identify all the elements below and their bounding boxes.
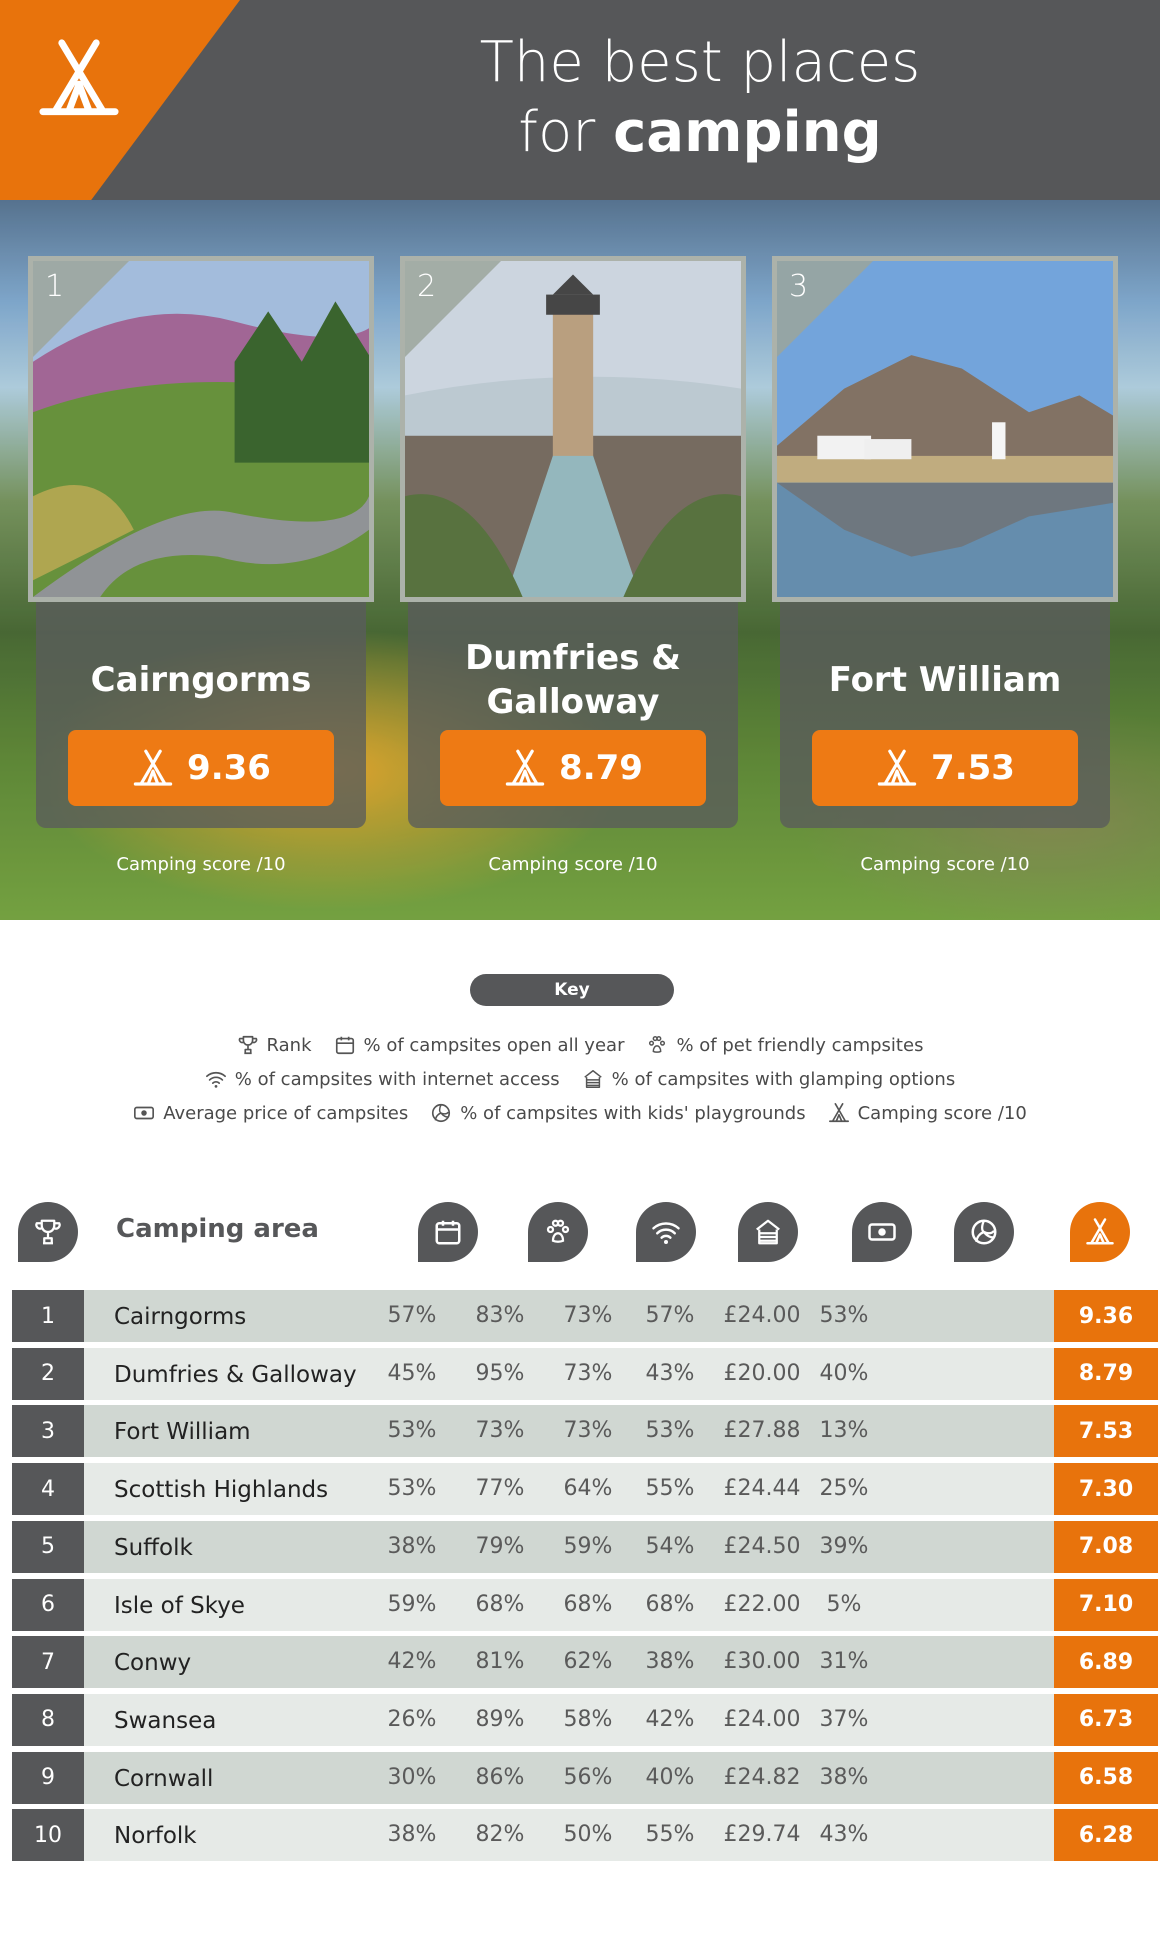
calendar-icon	[433, 1217, 463, 1247]
row-open-value: 59%	[387, 1591, 437, 1617]
row-area-name: Fort William	[114, 1419, 251, 1446]
top-card-2	[400, 256, 746, 875]
card-name: Cairngorms	[90, 660, 312, 700]
row-rank: 5	[12, 1521, 84, 1573]
column-wifi-header	[636, 1202, 696, 1262]
row-glamping-value: 55%	[645, 1822, 695, 1848]
row-open-value: 26%	[387, 1706, 437, 1732]
row-rank: 10	[12, 1809, 84, 1861]
row-rank: 2	[12, 1348, 84, 1400]
tent-icon	[1085, 1217, 1115, 1247]
row-wifi-value: 68%	[563, 1591, 613, 1617]
row-open-value: 45%	[387, 1360, 437, 1386]
column-score-header	[1070, 1202, 1130, 1262]
row-pet-value: 77%	[475, 1476, 525, 1502]
key-item-playgrounds: % of campsites with kids' playgrounds	[430, 1102, 805, 1124]
row-playground-value: 39%	[819, 1533, 869, 1559]
row-playground-value: 25%	[819, 1476, 869, 1502]
row-score: 7.08	[1054, 1521, 1158, 1573]
row-pet-value: 83%	[475, 1303, 525, 1328]
row-price-value: £20.00	[723, 1360, 801, 1386]
wifi-icon	[651, 1217, 681, 1247]
row-score: 8.79	[1054, 1348, 1158, 1400]
row-body	[84, 1521, 1066, 1573]
key-row-1	[0, 1034, 1160, 1056]
card-photo-mountain-loch	[772, 256, 1118, 602]
cabin-icon	[582, 1068, 604, 1090]
row-body	[84, 1694, 1066, 1746]
row-price-value: £24.50	[723, 1533, 801, 1559]
wifi-icon	[205, 1068, 227, 1090]
row-glamping-value: 53%	[645, 1418, 695, 1444]
calendar-icon	[334, 1034, 356, 1056]
row-playground-value: 31%	[819, 1649, 869, 1675]
card-panel	[408, 602, 738, 828]
row-wifi-value: 73%	[563, 1303, 613, 1328]
row-body	[84, 1348, 1066, 1400]
row-area-name: Cornwall	[114, 1765, 214, 1792]
row-playground-value: 38%	[819, 1764, 869, 1790]
row-open-value: 38%	[387, 1533, 437, 1559]
row-wifi-value: 56%	[563, 1764, 613, 1790]
row-playground-value: 53%	[819, 1303, 869, 1328]
key-title: Key	[470, 974, 674, 1006]
row-playground-value: 37%	[819, 1706, 869, 1732]
card-name: Dumfries & Galloway	[465, 638, 681, 722]
top-card-3	[772, 256, 1118, 875]
row-body	[84, 1636, 1066, 1688]
row-rank: 8	[12, 1694, 84, 1746]
tent-icon	[828, 1102, 850, 1124]
tent-icon	[131, 748, 175, 788]
row-score: 7.53	[1054, 1405, 1158, 1457]
row-glamping-value: 68%	[645, 1591, 695, 1617]
column-open-header	[418, 1202, 478, 1262]
row-playground-value: 5%	[826, 1591, 862, 1617]
row-playground-value: 13%	[819, 1418, 869, 1444]
rank-corner	[777, 261, 873, 357]
row-glamping-value: 42%	[645, 1706, 695, 1732]
ball-icon	[430, 1102, 452, 1124]
key-item-internet: % of campsites with internet access	[205, 1068, 560, 1090]
row-price-value: £22.00	[723, 1591, 801, 1617]
row-body	[84, 1290, 1066, 1342]
key-row-2	[0, 1068, 1160, 1090]
row-body	[84, 1579, 1066, 1631]
row-score: 6.58	[1054, 1752, 1158, 1804]
row-area-name: Isle of Skye	[114, 1592, 245, 1619]
row-body	[84, 1809, 1066, 1861]
table-row	[12, 1290, 1148, 1342]
money-icon	[867, 1217, 897, 1247]
row-body	[84, 1752, 1066, 1804]
row-area-name: Cairngorms	[114, 1304, 247, 1330]
card-caption: Camping score /10	[860, 854, 1030, 875]
column-pet-header	[528, 1202, 588, 1262]
row-pet-value: 86%	[475, 1764, 525, 1790]
row-area-name: Swansea	[114, 1707, 217, 1734]
row-body	[84, 1463, 1066, 1515]
row-wifi-value: 73%	[563, 1360, 613, 1386]
row-pet-value: 79%	[475, 1533, 525, 1559]
row-open-value: 38%	[387, 1822, 437, 1848]
score-badge: 7.53	[812, 730, 1078, 806]
money-icon	[133, 1102, 155, 1124]
row-wifi-value: 58%	[563, 1706, 613, 1732]
row-wifi-value: 64%	[563, 1476, 613, 1502]
rank-corner	[405, 261, 501, 357]
card-caption: Camping score /10	[116, 854, 286, 875]
card-panel	[36, 602, 366, 828]
row-rank: 4	[12, 1463, 84, 1515]
row-glamping-value: 40%	[645, 1764, 695, 1790]
row-playground-value: 40%	[819, 1360, 869, 1386]
row-area-name: Suffolk	[114, 1534, 193, 1561]
row-price-value: £24.00	[723, 1303, 801, 1328]
row-price-value: £24.82	[723, 1764, 801, 1790]
row-area-name: Norfolk	[114, 1823, 197, 1850]
row-rank: 1	[12, 1290, 84, 1342]
row-pet-value: 73%	[475, 1418, 525, 1444]
row-wifi-value: 62%	[563, 1649, 613, 1675]
row-wifi-value: 59%	[563, 1533, 613, 1559]
row-body	[84, 1405, 1066, 1457]
table-row	[12, 1694, 1148, 1746]
key-item-open-all-year: % of campsites open all year	[334, 1034, 625, 1056]
table-row	[12, 1636, 1148, 1688]
row-open-value: 53%	[387, 1476, 437, 1502]
page-title	[240, 28, 1160, 168]
row-open-value: 30%	[387, 1764, 437, 1790]
card-photo-heather-hills	[28, 256, 374, 602]
cabin-icon	[753, 1217, 783, 1247]
row-open-value: 53%	[387, 1418, 437, 1444]
title-line-1: The best places	[479, 30, 921, 95]
row-area-name: Dumfries & Galloway	[114, 1361, 357, 1388]
row-glamping-value: 57%	[645, 1303, 695, 1328]
score-badge: 8.79	[440, 730, 706, 806]
key-item-score: Camping score /10	[828, 1102, 1027, 1124]
tent-icon	[503, 748, 547, 788]
row-area-name: Scottish Highlands	[114, 1477, 329, 1504]
row-price-value: £24.00	[723, 1706, 801, 1732]
column-rank-header	[18, 1202, 78, 1262]
paw-icon	[543, 1217, 573, 1247]
row-price-value: £27.88	[723, 1418, 801, 1444]
rank-corner	[33, 261, 129, 357]
trophy-icon	[237, 1034, 259, 1056]
table-row	[12, 1405, 1148, 1457]
row-price-value: £30.00	[723, 1649, 801, 1675]
row-glamping-value: 55%	[645, 1476, 695, 1502]
tent-icon	[36, 36, 122, 122]
row-playground-value: 43%	[819, 1822, 869, 1848]
table-row	[12, 1579, 1148, 1631]
hero-background	[0, 200, 1160, 920]
row-price-value: £29.74	[723, 1822, 801, 1848]
card-photo-lighthouse	[400, 256, 746, 602]
row-glamping-value: 43%	[645, 1360, 695, 1386]
row-score: 6.89	[1054, 1636, 1158, 1688]
table-row	[12, 1752, 1148, 1804]
row-wifi-value: 73%	[563, 1418, 613, 1444]
card-name: Fort William	[828, 660, 1062, 700]
row-rank: 7	[12, 1636, 84, 1688]
table-row	[12, 1348, 1148, 1400]
column-playground-header	[954, 1202, 1014, 1262]
row-score: 6.28	[1054, 1809, 1158, 1861]
row-open-value: 42%	[387, 1649, 437, 1675]
score-badge: 9.36	[68, 730, 334, 806]
card-rank: 1	[45, 269, 65, 304]
row-open-value: 57%	[387, 1303, 437, 1328]
row-score: 7.30	[1054, 1463, 1158, 1515]
column-area-header: Camping area	[116, 1214, 319, 1244]
column-glamping-header	[738, 1202, 798, 1262]
row-pet-value: 68%	[475, 1591, 525, 1617]
row-score: 9.36	[1054, 1290, 1158, 1342]
header	[0, 0, 1160, 200]
tent-icon	[875, 748, 919, 788]
row-price-value: £24.44	[723, 1476, 801, 1502]
trophy-icon	[33, 1217, 63, 1247]
title-line-2: for camping	[518, 100, 882, 165]
key-item-price: Average price of campsites	[133, 1102, 408, 1124]
row-pet-value: 82%	[475, 1822, 525, 1848]
card-rank: 2	[417, 269, 437, 304]
card-rank: 3	[789, 269, 809, 304]
row-area-name: Conwy	[114, 1650, 192, 1677]
paw-icon	[646, 1034, 668, 1056]
card-panel	[780, 602, 1110, 828]
table-row	[12, 1521, 1148, 1573]
row-score: 7.10	[1054, 1579, 1158, 1631]
row-rank: 9	[12, 1752, 84, 1804]
row-rank: 6	[12, 1579, 84, 1631]
table-row	[12, 1809, 1148, 1861]
row-pet-value: 81%	[475, 1649, 525, 1675]
top-card-1	[28, 256, 374, 875]
row-score: 6.73	[1054, 1694, 1158, 1746]
card-caption: Camping score /10	[488, 854, 658, 875]
table-row	[12, 1463, 1148, 1515]
ball-icon	[969, 1217, 999, 1247]
row-rank: 3	[12, 1405, 84, 1457]
key-item-pet-friendly: % of pet friendly campsites	[646, 1034, 923, 1056]
key-row-3	[0, 1102, 1160, 1124]
row-pet-value: 95%	[475, 1360, 525, 1386]
key-item-glamping: % of campsites with glamping options	[582, 1068, 956, 1090]
row-pet-value: 89%	[475, 1706, 525, 1732]
row-wifi-value: 50%	[563, 1822, 613, 1848]
row-glamping-value: 38%	[645, 1649, 695, 1675]
column-price-header	[852, 1202, 912, 1262]
key-item-rank: Rank	[237, 1034, 312, 1056]
row-glamping-value: 54%	[645, 1533, 695, 1559]
